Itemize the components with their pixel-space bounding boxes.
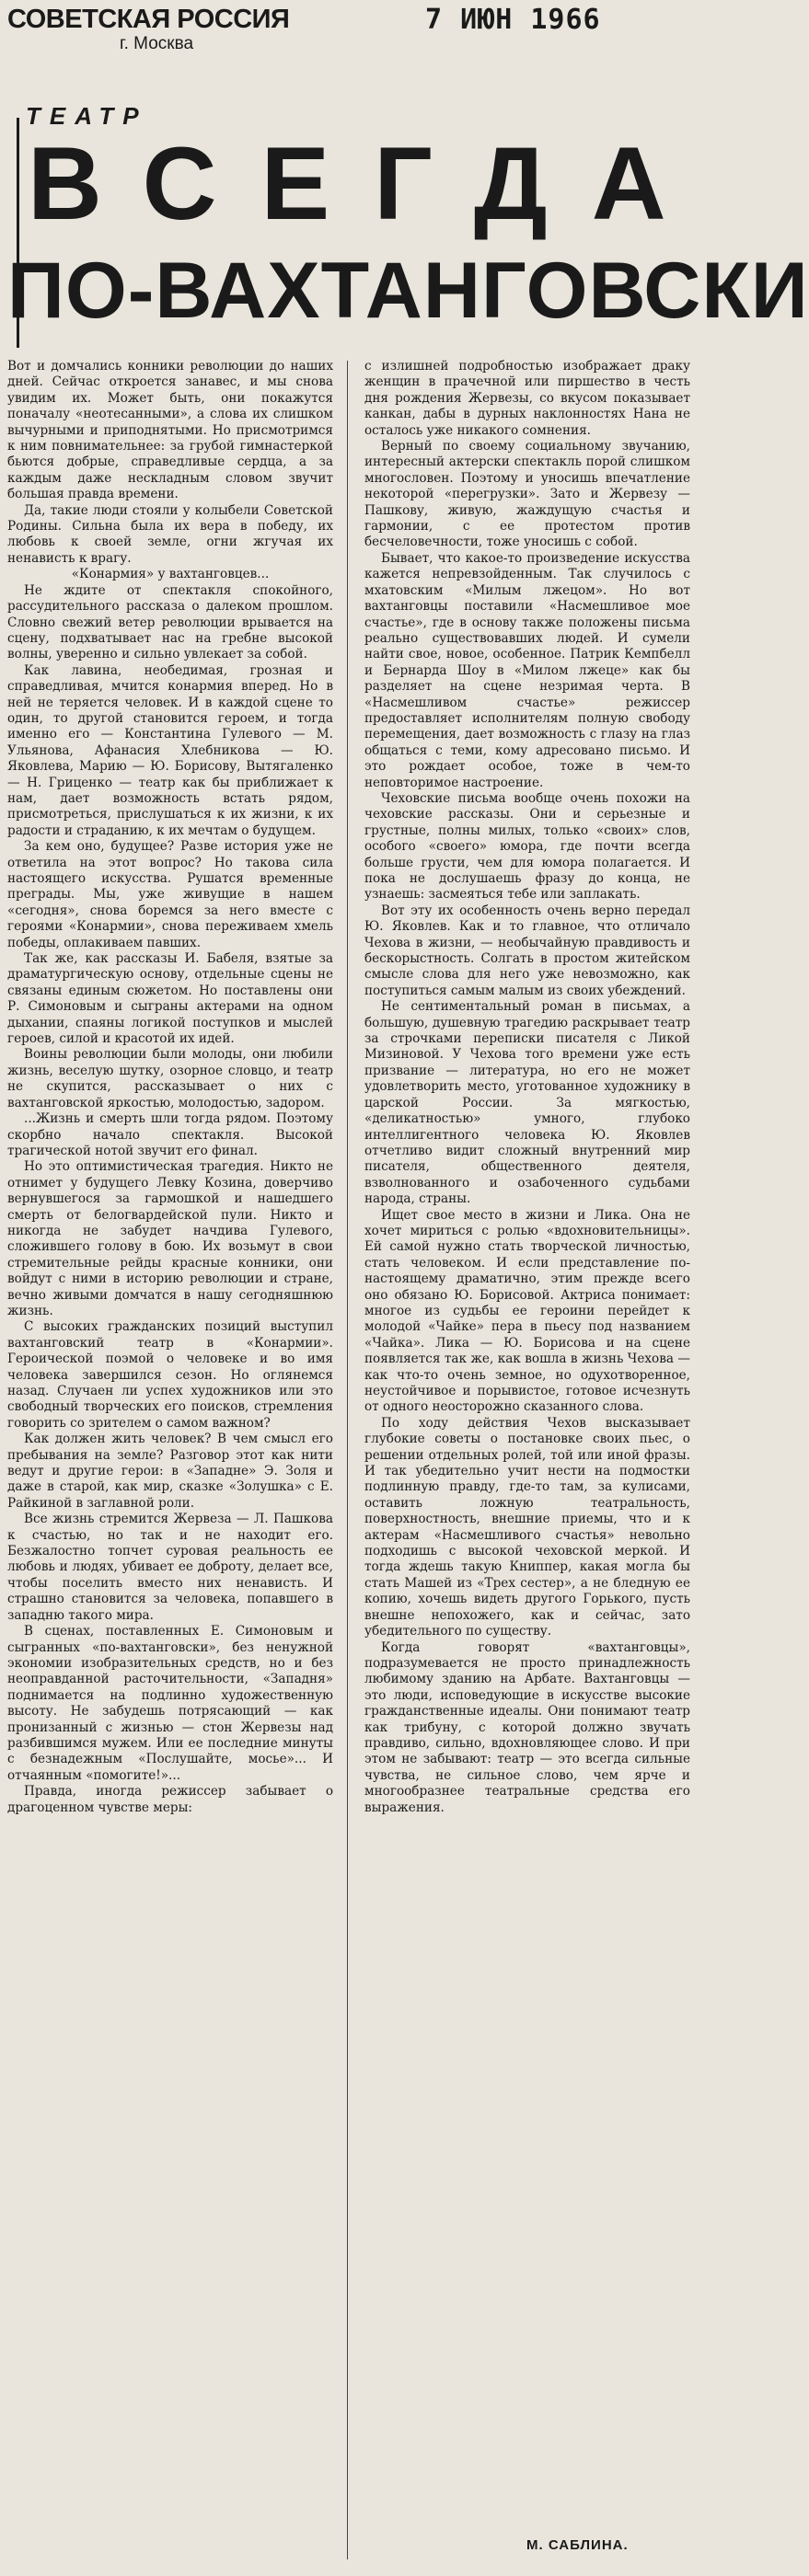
newspaper-city: г. Москва <box>120 34 194 53</box>
paragraph: Не ждите от спектакля спокойного, рассудительного рассказа о далеком прошлом. Словно свежий ветер революции врывается на сцену, подхватывает нас на гребне высокой волны, уверенно и сильно увлекает за собой. <box>7 582 333 662</box>
paragraph: Так же, как рассказы И. Бабеля, взятые за драматургическую основу, отдельные сцены не связаны единым сюжетом. Но поставлены они Р. Симоновым и сыграны актерами на одном дыхании, спаяны логикой поступков и мыслей героев, силой и красотой их идей. <box>7 951 333 1047</box>
paragraph: с излишней подробностью изображает драку женщин в прачечной или пиршество в честь дня рождения Жервезы, со вкусом показывает канкан, дабы в дурных наклонностях Нана не осталось уже никакого сомнения. <box>364 359 690 438</box>
article-column-left <box>7 359 333 2521</box>
paragraph: В сценах, поставленных Е. Симоновым и сыгранных «по-вахтанговски», без ненужной экономии изобразительных средств, но и без неоправданной расточительности, «Западня» поднимается на подлинно художественную высоту. Не забудешь потрясающий — как пронизанный с жизнью — стон Жервезы над разбившимся мужем. Или ее последние минуты с безнадежным «Послушайте, мосье»... И отчаянным «помогите!»... <box>7 1624 333 1783</box>
paragraph-subhead: «Конармия» у вахтанговцев... <box>71 567 270 582</box>
column-divider <box>347 361 348 2559</box>
headline-line-2: ПО-ВАХТАНГОВСКИ <box>7 247 809 335</box>
paragraph: ...Жизнь и смерть шли тогда рядом. Поэтому скорбно начало спектакля. Высокой трагической нотой звучит его финал. <box>7 1111 333 1158</box>
paragraph: Но это оптимистическая трагедия. Никто не отнимет у будущего Левку Козина, доверчиво вернувшегося за гармошкой и нашедшего смерть от белогвардейской пули. Никто и никогда не забудет начдива Гулевого, сложившего голову в бою. Их возьмут в свои стремительные рейды красные конники, они войдут с ними в историю революции и стране, вечно живыми домчатся в нашу сегодняшнюю жизнь. <box>7 1159 333 1318</box>
paragraph: Вот эту их особенность очень верно передал Ю. Яковлев. Как и то главное, что отличало Чехова в жизни, — необычайную правдивость и бескорыстность. Солгать в простом житейском смысле слова для него уже невозможно, как поступиться самым малым из своих убеждений. <box>364 903 690 998</box>
paragraph: Ищет свое место в жизни и Лика. Она не хочет мириться с ролью «вдохновительницы». Ей самой нужно стать творческой личностью, стать человеком. И если представление по-настоящему драматично, этим прежде всего оно обязано Ю. Борисовой. Актриса понимает: многое из судьбы ее героини перейдет к молодой «Чайке» пера в пьесу под названием «Чайка». Лика — Ю. Борисова и на сцене появляется так же, как вошла в жизнь Чехова — как что-то очень земное, но одухотворенное, неустойчивое и порывистое, готовое исчезнуть от одного неосторожно сказанного слова. <box>364 1207 690 1415</box>
paragraph: Все жизнь стремится Жервеза — Л. Пашкова к счастью, но так и не находит его. Безжалостно топчет суровая реальность ее любовь и людях, убивает ее доброту, делает все, чтобы поселить вместо них ненависть. И страшно становится за человека, попавшего в западню такого мира. <box>7 1512 333 1623</box>
paragraph: Воины революции были молоды, они любили жизнь, веселую шутку, озорное словцо, и театр не скупится, рассказывает о них с вахтанговской яркостью, молодостью, задором. <box>7 1047 333 1110</box>
paragraph: Вот и домчались конники революции до наших дней. Сейчас откроется занавес, и мы снова увидим их. Может быть, они покажутся поначалу «неотесанными», а слова их слишком вычурными и приподнятыми. Но присмотримся к ним повнимательнее: за грубой гимнастеркой бьются добрые, справедливые сердца, а за каждым даже нескладным словом звучит большая правда времени. <box>7 359 333 502</box>
paragraph: Не сентиментальный роман в письмах, а большую, душевную трагедию раскрывает театр за строчками переписки писателя с Ликой Мизиновой. У Чехова того времени уже есть призвание — литература, но его не может удовлетворить место, уготованное художнику в царской России. За мягкостью, «деликатностью» умного, глубоко интеллигентного человека Ю. Яковлев отчетливо видит сложный внутренний мир писателя, общественного деятеля, взволнованного и озабоченного судьбами народа, страны. <box>364 999 690 1207</box>
headline-line-1: ВСЕГДА <box>28 126 711 241</box>
section-label: ТЕАТР <box>26 102 148 130</box>
paragraph: Да, такие люди стояли у колыбели Советской Родины. Сильна была их вера в победу, их любовь к своей земле, огни жгучая их ненависть к врагу. <box>7 502 333 566</box>
paragraph: Бывает, что какое-то произведение искусства кажется непревзойденным. Так случилось с мхатовским «Милым лжецом». Но вот вахтанговцы поставили «Насмешливое мое счастье», где в основу также положены письма реально существовавших людей. И сумели найти свое, новое, особенное. Патрик Кемпбелл и Бернарда Шоу в «Милом лжеце» как бы разделяет на сцене незримая черта. В «Насмешливом счастье» режиссер предоставляет исполнителям полную свободу перемещения, дает возможность с глазу на глаз общаться с теми, кому адресовано письмо. И это рождает особое, тоже в чем-то неповторимое настроение. <box>364 550 690 790</box>
newspaper-title: СОВЕТСКАЯ РОССИЯ <box>7 5 290 34</box>
masthead <box>0 0 699 55</box>
paragraph: Чеховские письма вообще очень похожи на чеховские рассказы. Они и серьезные и грустные, полны милых, только «своих» слов, особого «своего» юмора, где почти всегда больше грусти, чем для юмора полагается. И пока не дослушаешь фразу до конца, не узнаешь: засмеяться тебе или заплакать. <box>364 790 690 903</box>
paragraph: Когда говорят «вахтанговцы», подразумевается не просто принадлежность любимому зданию на Арбате. Вахтанговцы — это люди, исповедующие в искусстве высокие гражданственные идеалы. Они понимают театр как трибуну, с которой должно звучать правдиво, сильно, вдохновляющее слово. И при этом не забывают: театр — это всегда сильные чувства, не сильное слово, чем ярче и многообразнее театральные средства его выражения. <box>364 1639 690 1815</box>
paragraph: Как лавина, необедимая, грозная и справедливая, мчится конармия вперед. Но в ней не теряется человек. И в каждой сцене то один, то другой становится героем, и тогда именно его — Константина Гулевого — М. Ульянова, Афанасия Хлебникова — Ю. Яковлева, Марию — Ю. Борисову, Вытягаленко — Н. Гриценко — театр как бы приближает к нам, дает возможность встать рядом, присмотреться, прислушаться к их жизни, к их радости и страданию, к их мечтам о будущем. <box>7 662 333 838</box>
paragraph: Верный по своему социальному звучанию, интересный актерски спектакль порой слишком многословен. Поэтому и уносишь впечатление некоторой «перегрузки». Зато и Жервезу — Пашкову, живую, жаждущую счастья и гармонии, с ее протестом против бесчеловечности, тоже уносишь с собой. <box>364 439 690 550</box>
article-column-right <box>364 359 690 2521</box>
paragraph: Как должен жить человек? В чем смысл его пребывания на земле? Разговор этот как нити ведут и другие герои: в «Западне» Э. Золя и даже в старой, как мир, сказке «Золушка» с Е. Райкиной в заглавной роли. <box>7 1432 333 1511</box>
date-stamp: 7 ИЮН 1966 <box>425 4 601 36</box>
paragraph: По ходу действия Чехов высказывает глубокие советы о постановке своих пьес, о решении отдельных ролей, той или иной фразы. И так убедительно учит нести на подмостки подлинную правду, где-то там, за кулисами, оставить ложную театральность, поверхностность, внешние приемы, что и к актерам «Насмешливого счастья» невольно подходишь с высокой чеховской меркой. И тогда ждешь такую Книппер, какая могла бы стать Машей из «Трех сестер», а не бледную ее копию, хочешь видеть другого Горького, пусть внешне непохожего, как и сейчас, зато убедительного по существу. <box>364 1415 690 1639</box>
byline: М. САБЛИНА. <box>526 2537 629 2553</box>
paragraph: За кем оно, будущее? Разве история уже не ответила на этот вопрос? Но такова сила настоящего искусства. Рушатся временные преграды. Мы, уже живущие в нашем «сегодня», снова боремся за него вместе с героями «Конармии», снова переживаем хмель победы, оплакиваем павших. <box>7 839 333 950</box>
paragraph: С высоких гражданских позиций выступил вахтанговский театр в «Конармии». Героической поэмой о человеке и во имя человека завершился сезон. Но оглянемся назад. Случаен ли успех художников или это свободный творческих его поисков, стремления говорить со зрителем о самом важном? <box>7 1319 333 1431</box>
paragraph: Правда, иногда режиссер забывает о драгоценном чувстве меры: <box>7 1784 333 1815</box>
